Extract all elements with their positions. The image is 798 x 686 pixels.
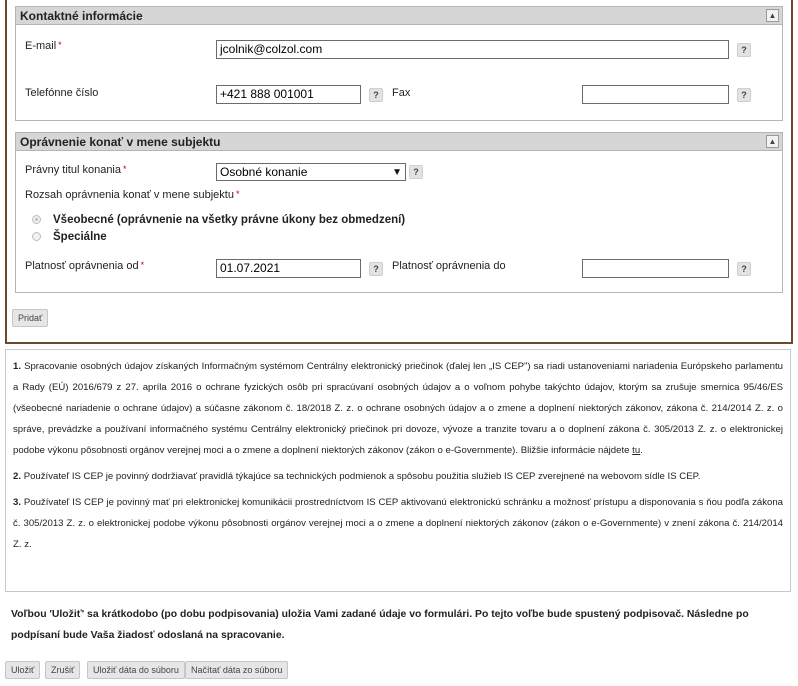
contact-section-header — [16, 7, 782, 25]
required-marker: * — [140, 260, 145, 270]
legal-title-value: Osobné konanie — [220, 165, 308, 179]
collapse-icon[interactable]: ▲ — [766, 9, 779, 22]
info-paragraph-1 — [13, 356, 783, 461]
radio-general-option[interactable] — [32, 214, 405, 226]
valid-from-label-text: Platnosť oprávnenia od — [25, 260, 139, 272]
info-link[interactable]: tu — [632, 445, 641, 456]
help-icon[interactable]: ? — [737, 262, 751, 276]
help-icon[interactable]: ? — [737, 88, 751, 102]
radio-general[interactable] — [32, 215, 41, 224]
help-icon[interactable]: ? — [369, 88, 383, 102]
legal-title-label — [25, 164, 127, 176]
add-button[interactable]: Pridať — [12, 309, 48, 327]
radio-special[interactable] — [32, 232, 41, 241]
radio-general-label: Všeobecné (oprávnenie na všetky právne úkony bez obmedzení) — [53, 214, 406, 226]
save-to-file-button[interactable]: Uložiť dáta do súboru — [87, 661, 185, 679]
info-paragraph-2 — [13, 466, 783, 487]
collapse-icon[interactable]: ▲ — [766, 135, 779, 148]
email-label — [25, 40, 62, 52]
required-marker: * — [58, 40, 62, 50]
info-text: Používateľ IS CEP je povinný mať pri elektronickej komunikácii prostredníctvom IS CEP aktivovanú elektronickú schránku a možnosť prístupu a disponovania s ňou podľa zákona č. 305/2013 Z. z. o elektronickej podobe výkonu pôsobnosti orgánov verejnej moci a o zmene a doplnení niektorých zákonov (zákon o e-Governmente) v znení zákona č. 214/2014 Z. z. — [13, 497, 784, 550]
info-text: Používateľ IS CEP je povinný dodržiavať pravidlá týkajúce sa technických podmienok a spôsobu použitia služieb IS CEP zverejnené na webovom sídle IS CEP. — [23, 471, 701, 482]
fax-input[interactable] — [582, 85, 729, 104]
info-period: . — [640, 445, 643, 456]
valid-to-input[interactable] — [582, 259, 729, 278]
help-icon[interactable]: ? — [369, 262, 383, 276]
authorization-section-title: Oprávnenie konať v mene subjektu — [20, 135, 221, 149]
info-number: 1. — [13, 361, 22, 372]
scope-label — [25, 189, 240, 201]
required-marker: * — [123, 164, 127, 174]
help-icon[interactable]: ? — [737, 43, 751, 57]
contact-section-title: Kontaktné informácie — [20, 9, 143, 23]
load-from-file-button[interactable]: Načítať dáta zo súboru — [185, 661, 288, 679]
help-icon[interactable]: ? — [409, 165, 423, 179]
info-box — [5, 349, 791, 592]
phone-input[interactable]: +421 888 001001 — [216, 85, 361, 104]
chevron-down-icon: ▼ — [392, 167, 402, 178]
legal-title-label-text: Právny titul konania — [25, 164, 121, 176]
phone-label: Telefónne číslo — [25, 87, 99, 99]
valid-from-input[interactable]: 01.07.2021 — [216, 259, 361, 278]
contact-section — [15, 6, 783, 121]
info-text: Spracovanie osobných údajov získaných Informačným systémom Centrálny elektronický priečinok (ďalej len „IS CEP") sa riadi ustanoveniami nariadenia Európskeho parlamentu a Rady (EÚ) 2016/679 z 27. apríla 2016 o ochrane fyzických osôb pri spracúvaní osobných údajov a o voľnom pohybe takýchto údajov, ktorým sa zrušuje smernica 95/46/ES (všeobecné nariadenie o ochrane údajov) a súčasne zákonom č. 18/2018 Z. z. o ochrane osobných údajov a o zmene a doplnení niektorých zákonov, zákona č. 214/2014 Z. z. o správe, prevádzke a používaní informačného systému Centrálny elektronický priečinok pri dovoze, vývoze a tranzite tovaru a o doplnení zákona č. 305/2013 Z. z. o elektronickej podobe výkonu pôsobnosti orgánov verejnej moci a o zmene a doplnení niektorých zákonov (zákon o e-Governmente). Bližšie informácie nájdete — [13, 361, 783, 456]
info-paragraph-3 — [13, 492, 783, 555]
info-number: 2. — [13, 471, 22, 482]
email-label-text: E-mail — [25, 40, 57, 52]
legal-title-select[interactable] — [216, 163, 406, 181]
valid-to-label: Platnosť oprávnenia do — [392, 260, 506, 272]
radio-special-label: Špeciálne — [53, 231, 107, 243]
valid-from-label — [25, 260, 144, 272]
save-notice: Voľbou 'Uložiť' sa krátkodobo (po dobu podpisovania) uložia Vami zadané údaje vo formulári. Po tejto voľbe bude spustený podpisovač. Následne po podpísaní bude Vaša žiadosť odoslaná na spracovanie. — [11, 609, 749, 641]
authorization-section-header — [16, 133, 782, 151]
email-input[interactable]: jcolnik@colzol.com — [216, 40, 729, 59]
info-number: 3. — [13, 497, 22, 508]
cancel-button[interactable]: Zrušiť — [45, 661, 80, 679]
fax-label: Fax — [392, 87, 411, 99]
save-button[interactable]: Uložiť — [5, 661, 40, 679]
form-panel — [5, 0, 793, 344]
scope-label-text: Rozsah oprávnenia konať v mene subjektu — [25, 189, 234, 201]
authorization-section — [15, 132, 783, 293]
radio-special-option[interactable] — [32, 231, 107, 243]
required-marker: * — [235, 189, 240, 199]
